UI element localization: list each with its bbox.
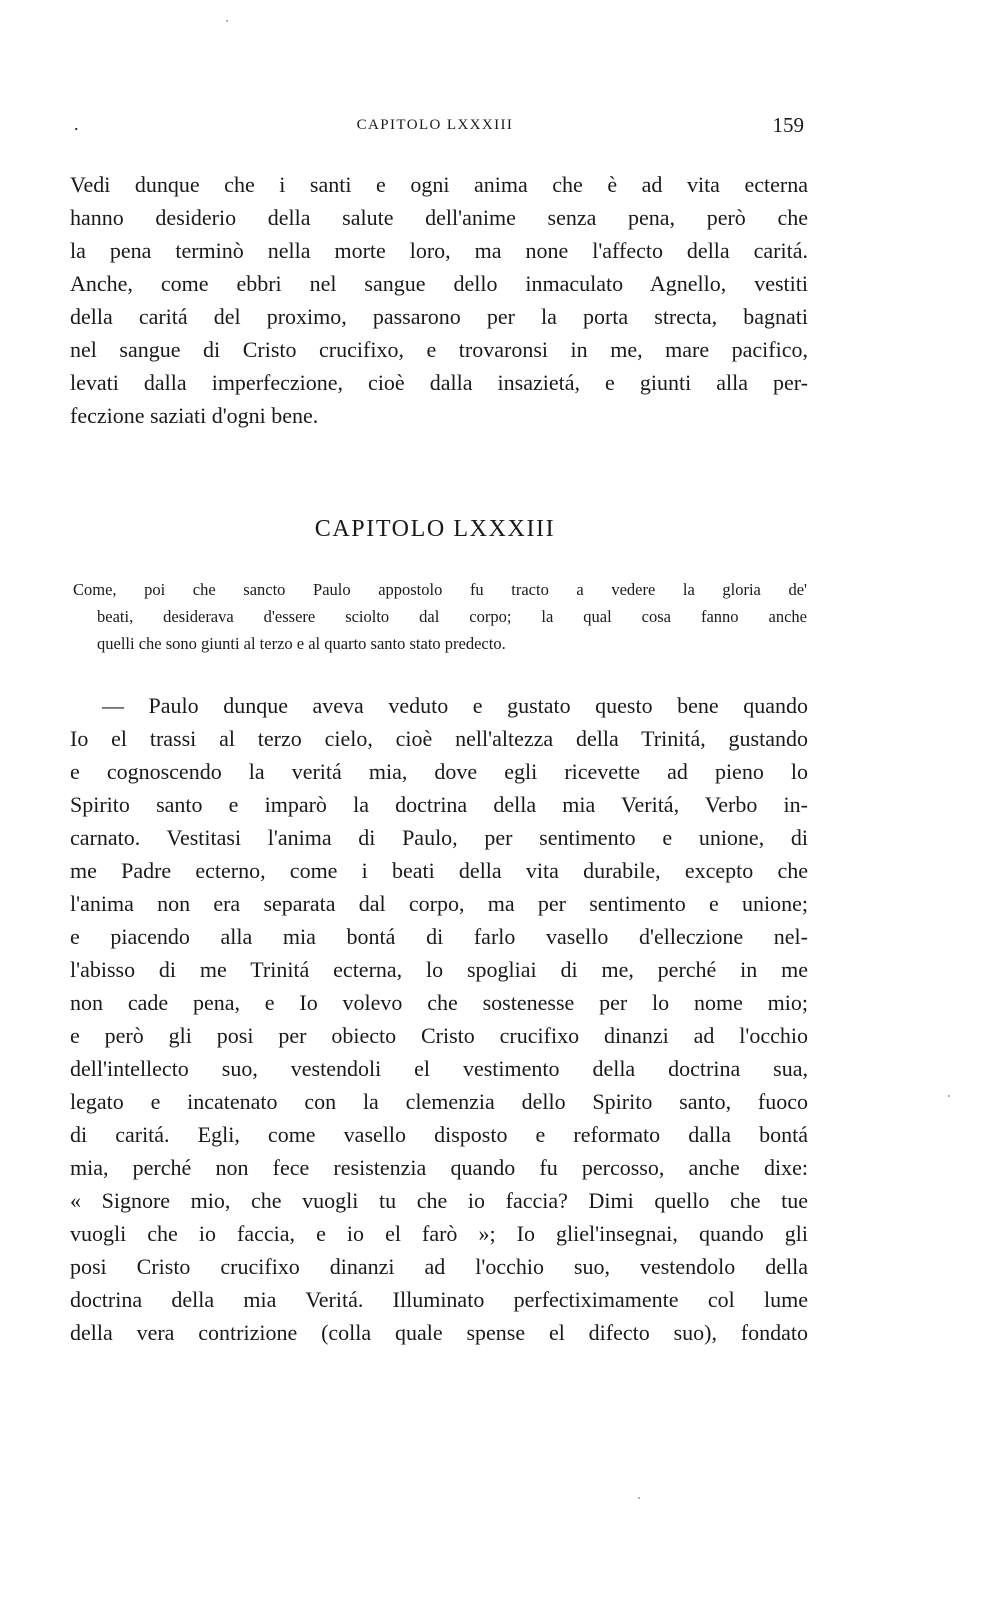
text-line: carnato. Vestitasi l'anima di Paulo, per sentimento e unione, di xyxy=(70,825,808,850)
text-line: — Paulo dunque aveva veduto e gustato questo bene quando xyxy=(102,693,808,718)
text-line: me Padre ecterno, come i beati della vita durabile, excepto che xyxy=(70,858,808,883)
text-line: Spirito santo e imparò la doctrina della mia Veritá, Verbo in- xyxy=(70,792,808,817)
summary-line: quelli che sono giunti al terzo e al quarto santo stato predecto. xyxy=(97,634,506,653)
chapter-summary xyxy=(73,576,807,657)
text-line: posi Cristo crucifixo dinanzi ad l'occhio suo, vestendolo della xyxy=(70,1254,808,1279)
text-line: della vera contrizione (colla quale spense el difecto suo), fondato xyxy=(70,1320,808,1345)
text-line: nel sangue di Cristo crucifixo, e trovaronsi in me, mare pacifico, xyxy=(70,337,808,362)
text-line: e piacendo alla mia bontá di farlo vasello d'elleczione nel- xyxy=(70,924,808,949)
running-title: CAPITOLO LXXXIII xyxy=(356,117,514,133)
text-line: della caritá del proximo, passarono per la porta strecta, bagnati xyxy=(70,304,808,329)
text-line: e cognoscendo la veritá mia, dove egli ricevette ad pieno lo xyxy=(70,759,808,784)
text-line: doctrina della mia Veritá. Illuminato perfectiximamente col lume xyxy=(70,1287,808,1312)
text-line: non cade pena, e Io volevo che sostenesse per lo nome mio; xyxy=(70,990,808,1015)
paragraph-2 xyxy=(70,689,808,1349)
summary-line: Come, poi che sancto Paulo appostolo fu tracto a vedere la gloria de' xyxy=(73,580,807,599)
header-marker: . xyxy=(74,114,80,134)
scan-speck xyxy=(226,20,228,22)
text-line: dell'intellecto suo, vestendoli el vestimento della doctrina sua, xyxy=(70,1056,808,1081)
text-line: e però gli posi per obiecto Cristo crucifixo dinanzi ad l'occhio xyxy=(70,1023,808,1048)
text-line: l'anima non era separata dal corpo, ma per sentimento e unione; xyxy=(70,891,808,916)
running-header xyxy=(66,115,804,141)
text-line: levati dalla imperfeczione, cioè dalla insazietá, e giunti alla per- xyxy=(70,370,808,395)
scan-speck xyxy=(638,1497,640,1499)
text-line: l'abisso di me Trinitá ecterna, lo spogliai di me, perché in me xyxy=(70,957,808,982)
text-line: la pena terminò nella morte loro, ma none l'affecto della caritá. xyxy=(70,238,808,263)
text-line: Vedi dunque che i santi e ogni anima che è ad vita ecterna xyxy=(70,172,808,197)
text-line: legato e incatenato con la clemenzia dello Spirito santo, fuoco xyxy=(70,1089,808,1114)
text-line: feczione saziati d'ogni bene. xyxy=(70,403,319,428)
chapter-heading: CAPITOLO LXXXIII xyxy=(314,516,556,542)
paragraph-1 xyxy=(70,168,808,432)
text-line: « Signore mio, che vuogli tu che io faccia? Dimi quello che tue xyxy=(70,1188,808,1213)
text-line: vuogli che io faccia, e io el farò »; Io gliel'insegnai, quando gli xyxy=(70,1221,808,1246)
scan-speck xyxy=(948,1095,950,1097)
text-line: Io el trassi al terzo cielo, cioè nell'altezza della Trinitá, gustando xyxy=(70,726,808,751)
text-line: di caritá. Egli, come vasello disposto e reformato dalla bontá xyxy=(70,1122,808,1147)
text-line: hanno desiderio della salute dell'anime senza pena, però che xyxy=(70,205,808,230)
page-number: 159 xyxy=(772,113,804,137)
text-line: Anche, come ebbri nel sangue dello inmaculato Agnello, vestiti xyxy=(70,271,808,296)
text-line: mia, perché non fece resistenzia quando fu percosso, anche dixe: xyxy=(70,1155,808,1180)
summary-line: beati, desiderava d'essere sciolto dal corpo; la qual cosa fanno anche xyxy=(97,607,807,626)
